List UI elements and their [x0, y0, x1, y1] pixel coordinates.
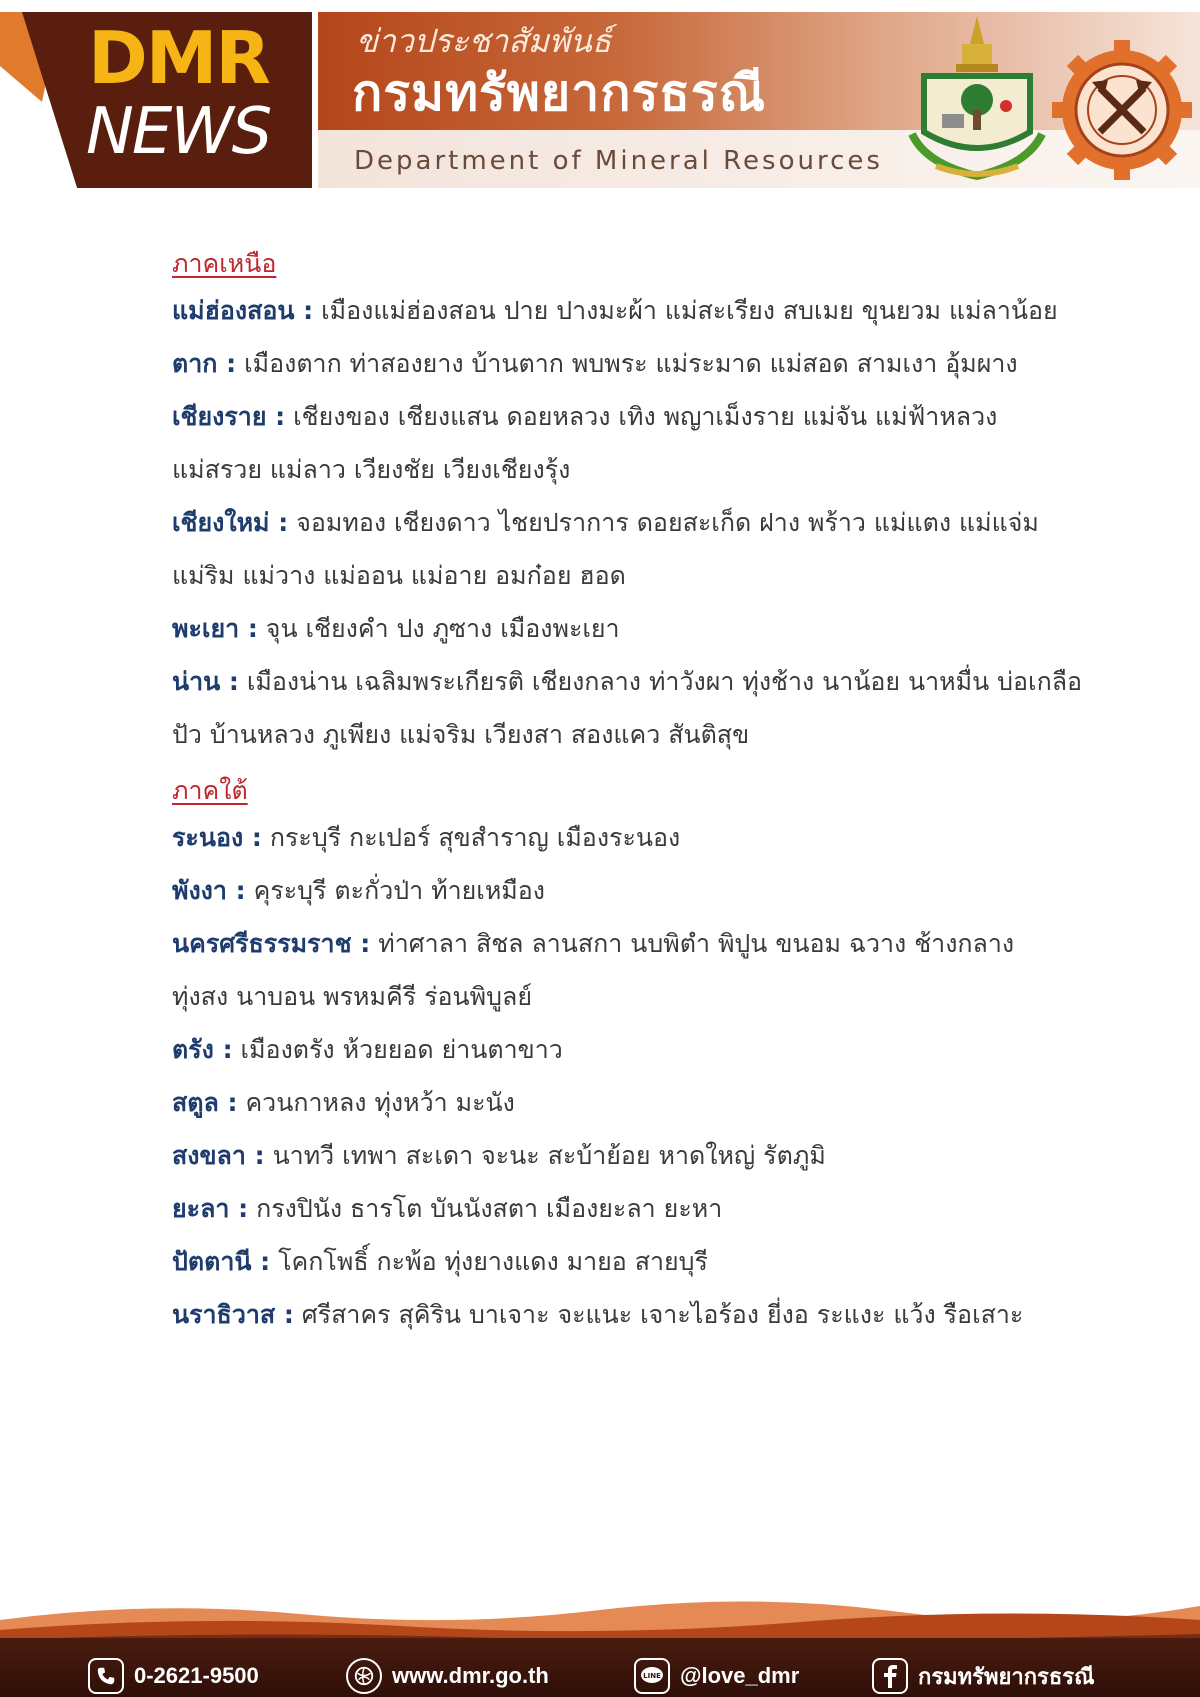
district-line: [172, 1182, 1072, 1235]
province-name: เชียงใหม่ :: [172, 508, 289, 537]
gear-emblem-icon: [1052, 40, 1192, 180]
header-subtitle: ข่าวประชาสัมพันธ์: [356, 22, 612, 60]
district-line: [172, 655, 1083, 708]
district-line: [172, 549, 1072, 602]
province-name: พะเยา :: [172, 614, 258, 643]
district-line: [172, 443, 1072, 496]
district-names: กรงปินัง ธารโต บันนังสตา เมืองยะลา ยะหา: [248, 1194, 723, 1223]
district-line: [172, 1288, 1072, 1341]
footer-facebook[interactable]: [872, 1656, 1095, 1696]
line-icon: [634, 1658, 670, 1694]
region-north-list: [172, 284, 1083, 761]
district-line: [172, 708, 1072, 761]
district-line: [172, 864, 1072, 917]
footer-phone-text: 0-2621-9500: [134, 1663, 259, 1688]
header-banner: [0, 0, 1200, 200]
phone-icon: [88, 1658, 124, 1694]
district-line: [172, 1129, 1072, 1182]
footer-website-text: www.dmr.go.th: [392, 1663, 549, 1688]
footer-line-text: @love_dmr: [680, 1663, 800, 1688]
district-names: ทุ่งสง นาบอน พรหมคีรี ร่อนพิบูลย์: [172, 982, 532, 1011]
province-name: ปัตตานี :: [172, 1247, 271, 1276]
province-name: น่าน :: [172, 667, 239, 696]
district-line: [172, 1076, 1072, 1129]
logo-news-text: NEWS: [86, 95, 271, 169]
facebook-icon: [872, 1658, 908, 1694]
district-names: ควนกาหลง ทุ่งหว้า มะนัง: [237, 1088, 515, 1117]
footer-website[interactable]: [346, 1656, 549, 1696]
province-name: นราธิวาส :: [172, 1300, 294, 1329]
district-line: [172, 390, 1072, 443]
district-line: [172, 1235, 1072, 1288]
footer-phone[interactable]: [88, 1656, 259, 1696]
header-title: กรมทรัพยากรธรณี: [352, 64, 767, 122]
svg-text:LINE: LINE: [643, 1672, 661, 1680]
logo-dmr-text: DMR: [88, 16, 269, 100]
district-names: จอมทอง เชียงดาว ไชยปราการ ดอยสะเก็ด ฝาง พร้าว แม่แตง แม่แจ่ม: [288, 508, 1039, 537]
district-names: แม่สรวย แม่ลาว เวียงชัย เวียงเชียงรุ้ง: [172, 455, 571, 484]
province-name: ตรัง :: [172, 1035, 233, 1064]
district-names: ปัว บ้านหลวง ภูเพียง แม่จริม เวียงสา สองแคว สันติสุข: [172, 720, 750, 749]
district-names: ท่าศาลา สิชล ลานสกา นบพิตำ พิปูน ขนอม ฉวาง ช้างกลาง: [370, 929, 1015, 958]
district-list: [172, 244, 1083, 1341]
district-names: เมืองตาก ท่าสองยาง บ้านตาก พบพระ แม่ระมาด แม่สอด สามเงา อุ้มผาง: [236, 349, 1018, 378]
region-south-list: [172, 811, 1072, 1341]
district-line: [172, 496, 1072, 549]
province-name: สงขลา :: [172, 1141, 265, 1170]
district-names: เมืองน่าน เฉลิมพระเกียรติ เชียงกลาง ท่าวังผา ทุ่งช้าง นาน้อย นาหมื่น บ่อเกลือ: [238, 667, 1083, 696]
district-line: [172, 337, 1072, 390]
district-line: [172, 1023, 1072, 1076]
royal-crest-icon: [906, 14, 1048, 186]
district-names: ศรีสาคร สุคิริน บาเจาะ จะแนะ เจาะไอร้อง ยี่งอ ระแงะ แว้ง รือเสาะ: [293, 1300, 1024, 1329]
district-names: นาทวี เทพา สะเดา จะนะ สะบ้าย้อย หาดใหญ่ รัตภูมิ: [264, 1141, 826, 1170]
district-names: จุน เชียงคำ ปง ภูซาง เมืองพะเยา: [257, 614, 620, 643]
province-name: พังงา :: [172, 876, 246, 905]
district-line: [172, 811, 1072, 864]
district-names: แม่ริม แม่วาง แม่ออน แม่อาย อมก๋อย ฮอด: [172, 561, 626, 590]
district-names: เมืองแม่ฮ่องสอน ปาย ปางมะผ้า แม่สะเรียง สบเมย ขุนยวม แม่ลาน้อย: [313, 296, 1058, 325]
district-names: เชียงของ เชียงแสน ดอยหลวง เทิง พญาเม็งราย แม่จัน แม่ฟ้าหลวง: [285, 402, 998, 431]
region-heading-north: ภาคเหนือ: [172, 249, 277, 278]
province-name: เชียงราย :: [172, 402, 286, 431]
province-name: แม่ฮ่องสอน :: [172, 296, 314, 325]
district-line: [172, 970, 1072, 1023]
footer: [0, 1590, 1200, 1697]
province-name: สตูล :: [172, 1088, 238, 1117]
province-name: ตาก :: [172, 349, 237, 378]
province-name: ยะลา :: [172, 1194, 249, 1223]
district-names: เมืองตรัง ห้วยยอด ย่านตาขาว: [232, 1035, 563, 1064]
district-names: คุระบุรี ตะกั่วป่า ท้ายเหมือง: [245, 876, 545, 905]
footer-facebook-text: กรมทรัพยากรธรณี: [918, 1663, 1095, 1689]
province-name: ระนอง :: [172, 823, 262, 852]
district-line: [172, 602, 1072, 655]
district-line: [172, 917, 1072, 970]
province-name: นครศรีธรรมราช :: [172, 929, 371, 958]
globe-icon: [346, 1658, 382, 1694]
header-english-name: Department of Mineral Resources: [354, 146, 883, 176]
district-names: โคกโพธิ์ กะพ้อ ทุ่งยางแดง มายอ สายบุรี: [270, 1247, 708, 1276]
region-heading-south: ภาคใต้: [172, 776, 248, 805]
footer-line[interactable]: [634, 1656, 799, 1696]
district-names: กระบุรี กะเปอร์ สุขสำราญ เมืองระนอง: [261, 823, 681, 852]
district-line: [172, 284, 1072, 337]
